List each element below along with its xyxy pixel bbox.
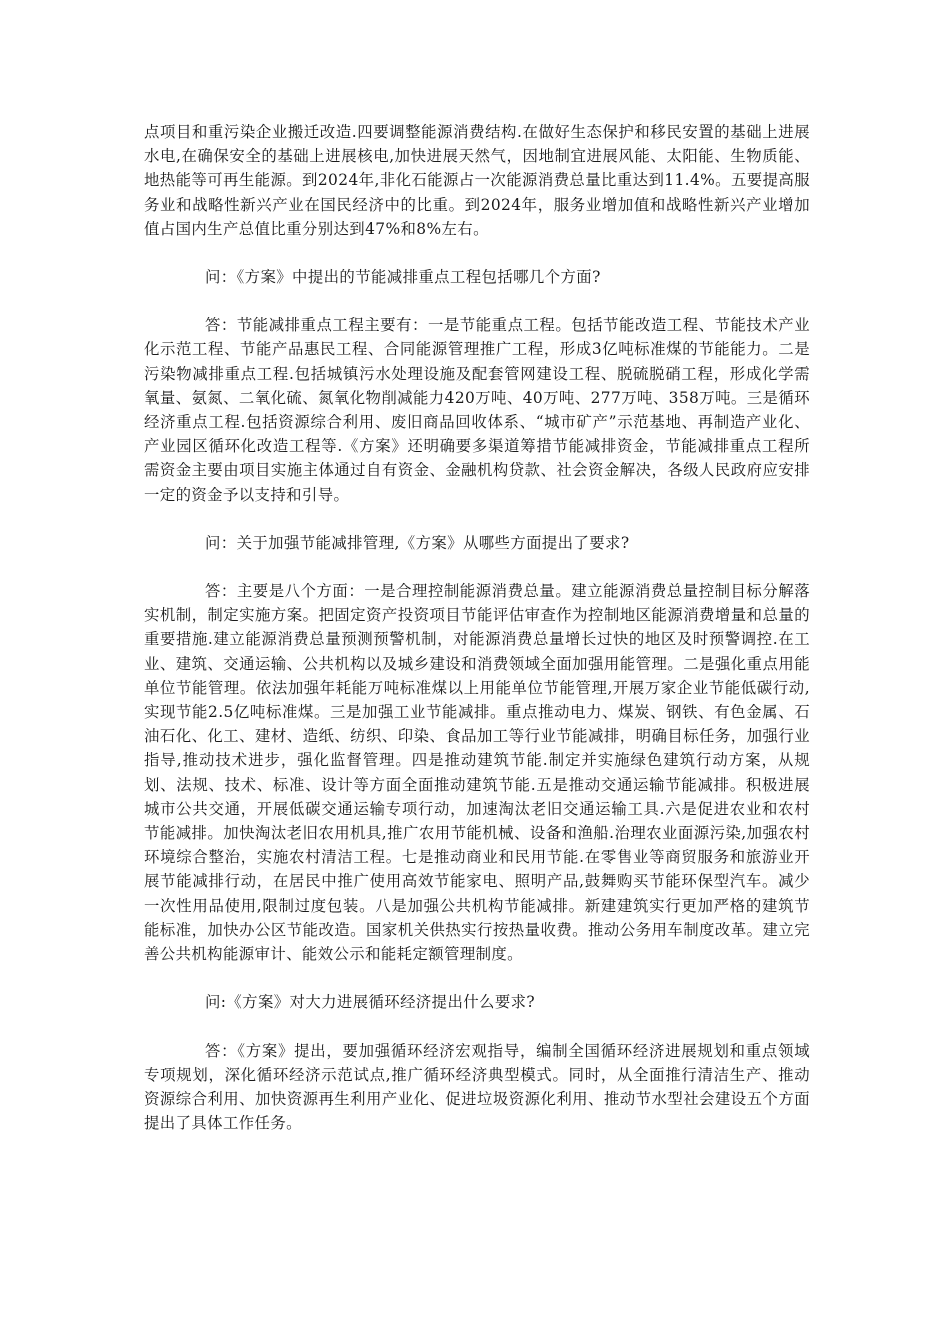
paragraph-gap xyxy=(144,241,810,265)
question-paragraph: 问：《方案》中提出的节能减排重点工程包括哪几个方面? xyxy=(205,268,601,287)
question-paragraph: 问:《方案》对大力进展循环经济提出什么要求? xyxy=(205,993,536,1012)
answer-paragraph: 答：节能减排重点工程主要有：一是节能重点工程。包括节能改造工程、节能技术产业化示范工程、节能产品惠民工程、合同能源管理推广工程，形成3亿吨标准煤的节能能力。二是污染物减排重点工程.包括城镇污水处理设施及配套管网建设工程、脱硫脱硝工程，形成化学需氧量、氨氮、二氧化硫、氮氧化物削减能力420万吨、40万吨、277万吨、358万吨。三是循环经济重点工程.包括资源综合利用、废旧商品回收体系、“城市矿产”示范基地、再制造产业化、产业园区循环化改造工程等.《方案》还明确要多渠道筹措节能减排资金，节能减排重点工程所需资金主要由项目实施主体通过自有资金、金融机构贷款、社会资金解决，各级人民政府应安排一定的资金予以支持和引导。 xyxy=(144,316,810,504)
body-paragraph: 点项目和重污染企业搬迁改造.四要调整能源消费结构.在做好生态保护和移民安置的基础上进展水电,在确保安全的基础上进展核电,加快进展天然气，因地制宜进展风能、太阳能、生物质能、地热能等可再生能源。到2024年,非化石能源占一次能源消费总量比重达到11.4%。五要提高服务业和战略性新兴产业在国民经济中的比重。到2024年，服务业增加值和战略性新兴产业增加值占国内生产总值比重分别达到47%和8%左右。 xyxy=(144,123,810,238)
paragraph-gap xyxy=(144,555,810,579)
paragraph-gap xyxy=(144,966,810,990)
answer-paragraph: 答：《方案》提出，要加强循环经济宏观指导，编制全国循环经济进展规划和重点领域专项规划，深化循环经济示范试点,推广循环经济典型模式。同时，从全面推行清洁生产、推动资源综合利用、加快资源再生利用产业化、促进垃圾资源化利用、推动节水型社会建设五个方面提出了具体工作任务。 xyxy=(144,1041,810,1133)
paragraph-gap xyxy=(144,289,810,313)
document-page xyxy=(144,120,810,1135)
question-paragraph: 问：关于加强节能减排管理,《方案》从哪些方面提出了要求? xyxy=(205,533,630,552)
paragraph-gap xyxy=(144,1015,810,1039)
paragraph-gap xyxy=(144,507,810,531)
answer-paragraph: 答：主要是八个方面：一是合理控制能源消费总量。建立能源消费总量控制目标分解落实机制，制定实施方案。把固定资产投资项目节能评估审查作为控制地区能源消费增量和总量的重要措施.建立能源消费总量预测预警机制，对能源消费总量增长过快的地区及时预警调控.在工业、建筑、交通运输、公共机构以及城乡建设和消费领域全面加强用能管理。二是强化重点用能单位节能管理。依法加强年耗能万吨标准煤以上用能单位节能管理,开展万家企业节能低碳行动,实现节能2.5亿吨标准煤。三是加强工业节能减排。重点推动电力、煤炭、钢铁、有色金属、石油石化、化工、建材、造纸、纺织、印染、食品加工等行业节能减排，明确目标任务，加强行业指导,推动技术进步，强化监督管理。四是推动建筑节能.制定并实施绿色建筑行动方案，从规划、法规、技术、标准、设计等方面全面推动建筑节能.五是推动交通运输节能减排。积极进展城市公共交通，开展低碳交通运输专项行动，加速淘汰老旧交通运输工具.六是促进农业和农村节能减排。加快淘汰老旧农用机具,推广农用节能机械、设备和渔船.治理农业面源污染,加强农村环境综合整治，实施农村清洁工程。七是推动商业和民用节能.在零售业等商贸服务和旅游业开展节能减排行动，在居民中推广使用高效节能家电、照明产品,鼓舞购买节能环保型汽车。减少一次性用品使用,限制过度包装。八是加强公共机构节能减排。新建建筑实行更加严格的建筑节能标准，加快办公区节能改造。国家机关供热实行按热量收费。推动公务用车制度改革。建立完善公共机构能源审计、能效公示和能耗定额管理制度。 xyxy=(144,582,810,964)
